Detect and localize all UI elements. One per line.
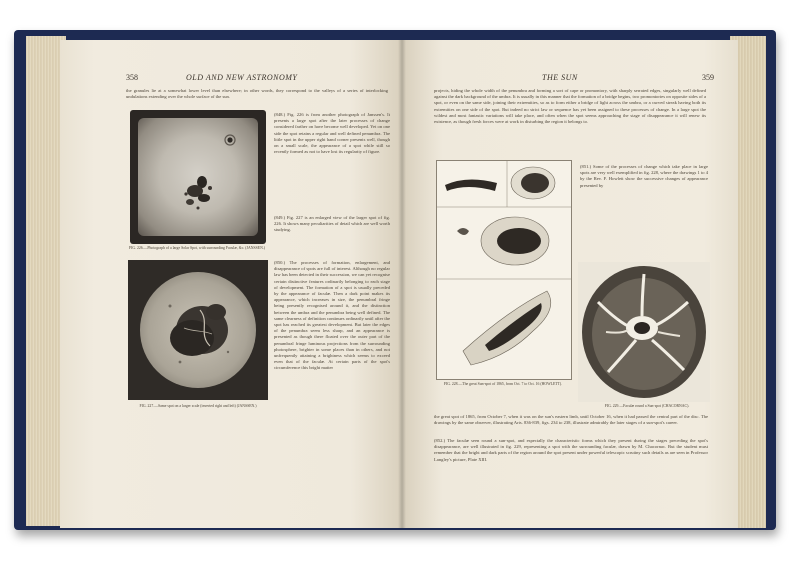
right-top-lines: projects, hiding the whole width of the penumbra and forming a sort of cape or promontory, with sharply serrated edges, singularly well defined against the dark background of the umbra. It is usually in this manner that the formation of a bridge begins, two promontories on opposite sides of a spot, or even on the same side, joining their extremities, so as to form either a bridge of light across the umbra, or a curved streak having both its extremities on one side of the spot. But indeed no strict law or sequence has yet been assigned to these processes of change. In a large spot the wildest and most fantastic variations will take place, and often when the spot seems approaching the stage of disappearance it will renew its existence, as though fresh forces were at work in disturbing the region it belongs to. [434,88,706,125]
left-page [60,40,402,528]
figure-226-photograph [130,110,266,244]
caption-fig-228: FIG. 228.—The great Sun-spot of 1865, from Oct. 7 to Oct. 16 (HOWLETT). [443,382,563,386]
paragraph-849: (849.) Fig. 227 is an enlarged view of the larger spot of fig. 226. It shows many peculiarities of detail which are well worth studying. [274,215,390,233]
figure-227-photograph [128,260,268,400]
sunspot-sequence-svg [437,161,571,379]
figure-228-drawings [436,160,572,380]
figure-229-faculae [578,262,710,402]
right-bottom-lines: the great spot of 1865, from October 7, when it was on the sun's eastern limb, until October 16, when it had passed the central part of the disc. The drawings by the same observer, illustrating Arts. 836-839, figs. 234 to 238, illustrate admirably the later stages of a sun-spot's career. [434,414,708,426]
left-running-head: OLD AND NEW ASTRONOMY [186,73,298,82]
right-running-head: THE SUN [542,73,578,82]
book-gutter [398,40,406,528]
enlarged-spot-disc [140,272,256,388]
paragraph-848: (848.) Fig. 226 is from another photograph of Janssen's. It presents a large spot after the later processes of change considered farther on have become well developed. Yet on one side the spot retains a regular and well defined penumbra. The little spot in the upper right hand corner presents well, though on a small scale, the appearance of a spot while still so recently formed as not to have lost its regularity of figure. [274,112,390,155]
enlarged-spot-svg [140,272,256,388]
paragraph-852: (852.) The faculæ seen round a sun-spot, and especially the characteristic forms which they present during the stages preceding the spot's disappearance, are well illustrated in fig. 229, representing a spot with the surrounding faculæ, drawn by M. Chacornac. But the student must remember that the bright and dark parts of the region around the spot present under powerful telescopic scrutiny such details as are seen in Professor Langley's picture, Plate XIII. [434,438,708,462]
faculae-drawing-svg [578,262,710,402]
sunspot-group-svg [138,118,258,236]
right-page [402,40,738,528]
caption-fig-227: FIG. 227.—Same spot on a larger scale (inverted right and left) (JANSSEN.) [139,404,257,408]
caption-fig-229: FIG. 229.—Faculæ round a Sun-spot (CHACORNAC). [604,404,690,408]
left-top-lines: the granules lie at a somewhat lower level than elsewhere; in other words, they correspond to the valleys of a series of interlocking undulations extending over the whole surface of the sun. [126,88,388,100]
caption-fig-226: FIG. 226.—Photograph of a large Solar Spot, with surrounding Faculæ, &c. (JANSSEN.) [128,246,266,250]
left-page-number: 358 [126,73,138,82]
sun-disc-photo [138,118,258,236]
paragraph-850: (850.) The processes of formation, enlargement, and disappearance of spots are full of interest. Although no regular law has been detected in their succession, we can yet recognise certain distinctive features ordinarily belonging to each stage of development. The formation of a spot is usually preceded by the appearance of faculæ. Then a dark point makes its appearance, which increases in size, the penumbral fringe being presently recognised around it, and the distinction between the umbra and the penumbra being well defined. The same clearness of definition continues ordinarily until after the spot has reached its greatest development. But later the edges of the penumbra seem less sharp, and an appearance is presented as though there floated over the outer part of the penumbral fringe luminous projections from the surrounding photosphere, brighter in some places than in others, and not unfrequently attaining a brightness which seems to exceed even that of the faculæ. At certain parts of the spot's circumference this bright matter [274,260,390,371]
paragraph-851: (851.) Some of the processes of change which take place in large spots are very well exemplified in fig. 228, where the drawings 1 to 4 by the Rev. F. Howlett show the successive changes of appearance presented by [580,164,708,188]
right-page-number: 359 [702,73,714,82]
